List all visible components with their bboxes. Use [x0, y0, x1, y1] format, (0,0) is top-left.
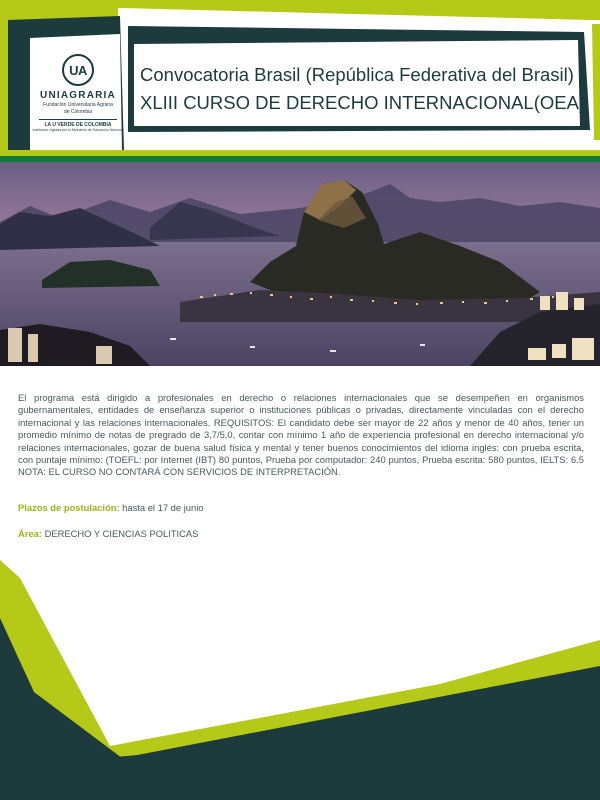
area-value: DERECHO Y CIENCIAS POLITICAS	[41, 528, 199, 539]
logo-name: UNIAGRARIA	[40, 90, 116, 101]
rio-sugarloaf-photo	[0, 162, 600, 366]
logo-subtitle-1: Fundación Universitaria Agraria	[43, 102, 113, 108]
ua-monogram-icon: UA	[62, 54, 94, 86]
deadline-label: Plazos de postulación:	[18, 502, 120, 513]
area-label: Área:	[18, 528, 42, 539]
uniagraria-logo	[28, 44, 128, 154]
logo-subtitle-2: de Colombia	[63, 109, 93, 115]
page-title: Convocatoria Brasil (República Federativa del Brasil)	[140, 64, 574, 85]
footer-graphics	[0, 560, 600, 800]
program-description: El programa está dirigido a profesionales en derecho o relaciones internacionales que se desempeñen en organismos gubernamentales, entidades de enseñanza superior o instituciones públicas o privadas, directamente vinculadas con el derecho internacional y las relaciones internacionales. REQUISITOS: El candidato debe ser mayor de 22 años y menor de 40 años, tener un promedio mínimo de notas de pregrado de 3,7/5,0, contar con mínimo 1 año de experiencia profesional en derecho internacional y/o relaciones internacionales, gozar de buena salud física y mental y tener buenos conocimientos del idioma inglés: con prueba escrita, con puntaje mínimo: (TOEFL: por Internet (IBT) 80 puntos, Prueba por computador: 240 puntos, Prueba escrita: 580 puntos, IELTS: 6.5 NOTA: EL CURSO NO CONTARÁ CON SERVICIOS DE INTERPRETACIÓN.	[18, 392, 584, 478]
area-line	[18, 528, 198, 539]
logo-divider	[39, 119, 117, 120]
logo-small-print: Institución vigilada por el Ministerio de Educación Nacional	[32, 128, 124, 132]
deadline-line	[18, 502, 204, 513]
logo-tagline: LA U VERDE DE COLOMBIA	[44, 122, 112, 128]
deadline-value: hasta el 17 de junio	[119, 502, 204, 513]
page-subtitle: XLIII CURSO DE DERECHO INTERNACIONAL(OEA)	[140, 92, 586, 113]
